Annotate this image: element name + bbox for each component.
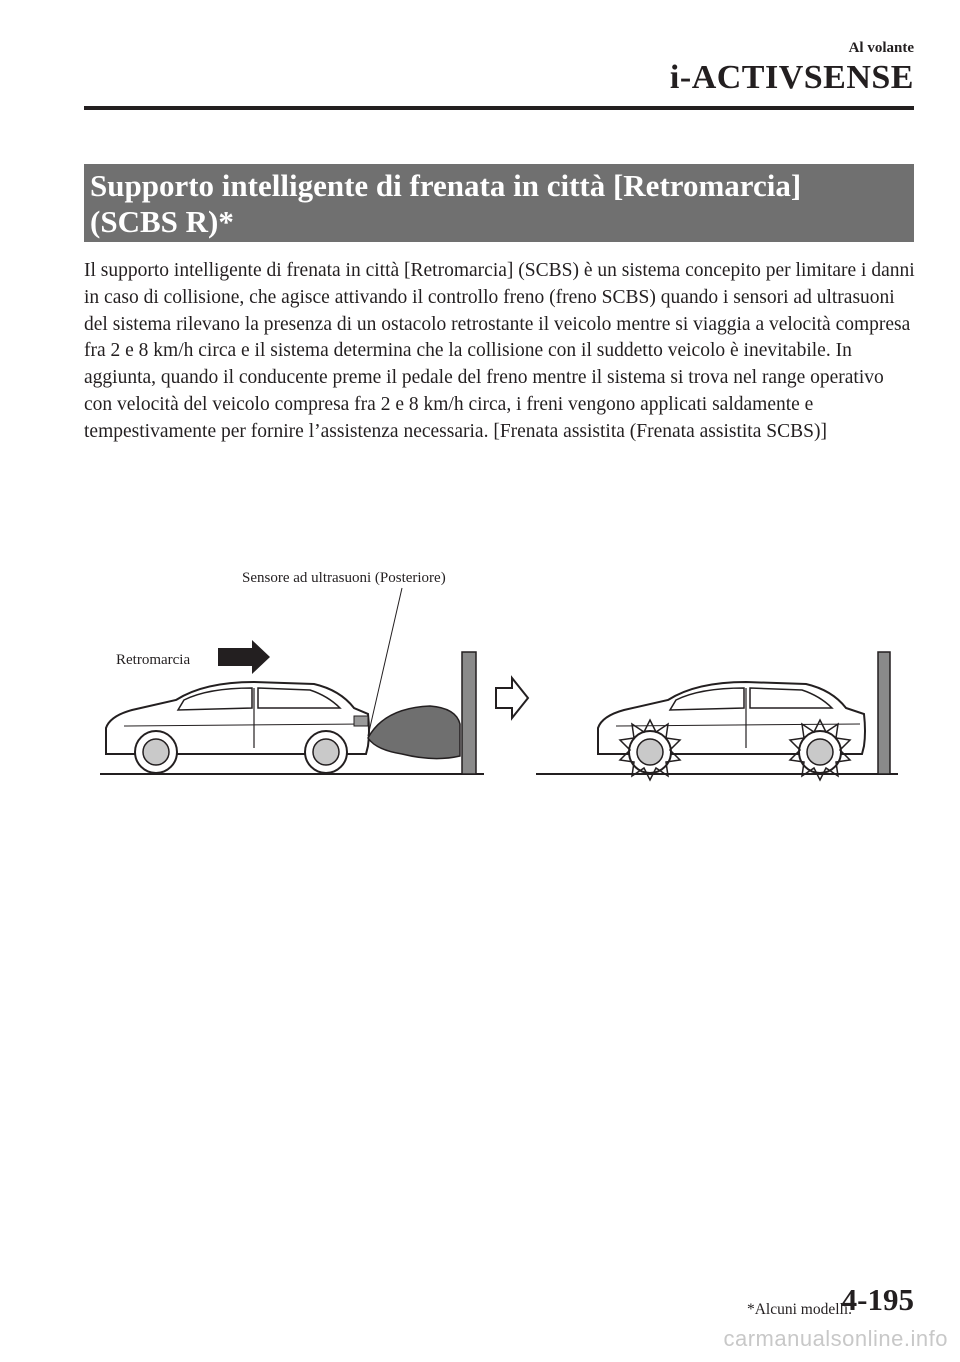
reverse-label: Retromarcia: [116, 652, 191, 668]
watermark: carmanualsonline.info: [723, 1326, 948, 1351]
sensor-label: Sensore ad ultrasuoni (Posteriore): [242, 570, 446, 586]
section-title-line-2: (SCBS R)*: [90, 204, 234, 239]
chapter-name: Al volante: [848, 40, 914, 56]
right-scene: [536, 652, 898, 780]
section-title: [84, 164, 914, 240]
page-number: 4-195: [841, 1282, 914, 1317]
left-scene: [100, 570, 484, 774]
footnote: *Alcuni modelli.: [746, 1301, 852, 1318]
body-paragraph: Il supporto intelligente di frenata in città [Retromarcia] (SCBS) è un sistema concepito per limitare i danni in caso di collisione, che agisce attivando il controllo freno (freno SCBS) quando i sensori ad ultrasuoni del sistema rilevano la presenza di un ostacolo retrostante il veicolo mentre si viaggia a velocità compresa fra 2 e 8 km/h circa e il sistema determina che la collisione con il suddetto veicolo è inevitabile. In aggiunta, quando il conducente preme il pedale del freno mentre il sistema si trova nel range operativo con velocità del veicolo compresa fra 2 e 8 km/h circa, i freni vengono applicati saldamente e tempestivamente per fornire l’assistenza necessaria. [Frenata assistita (Frenata assistita SCBS)]: [84, 260, 915, 442]
transition-arrow-icon: [496, 678, 528, 718]
wall-right: [878, 652, 890, 774]
scbs-reverse-illustration: [84, 540, 916, 810]
reverse-direction-arrow: [218, 640, 270, 674]
header-rule: [84, 106, 914, 110]
wall-left: [462, 652, 476, 774]
section-title-banner: [84, 164, 914, 242]
section-header-title: i-ACTIVSENSE: [669, 59, 914, 96]
car-reversing: [106, 682, 369, 773]
ultrasonic-detection-zone: [368, 706, 460, 759]
section-title-line-1: Supporto intelligente di frenata in città [Retromarcia]: [90, 168, 802, 203]
